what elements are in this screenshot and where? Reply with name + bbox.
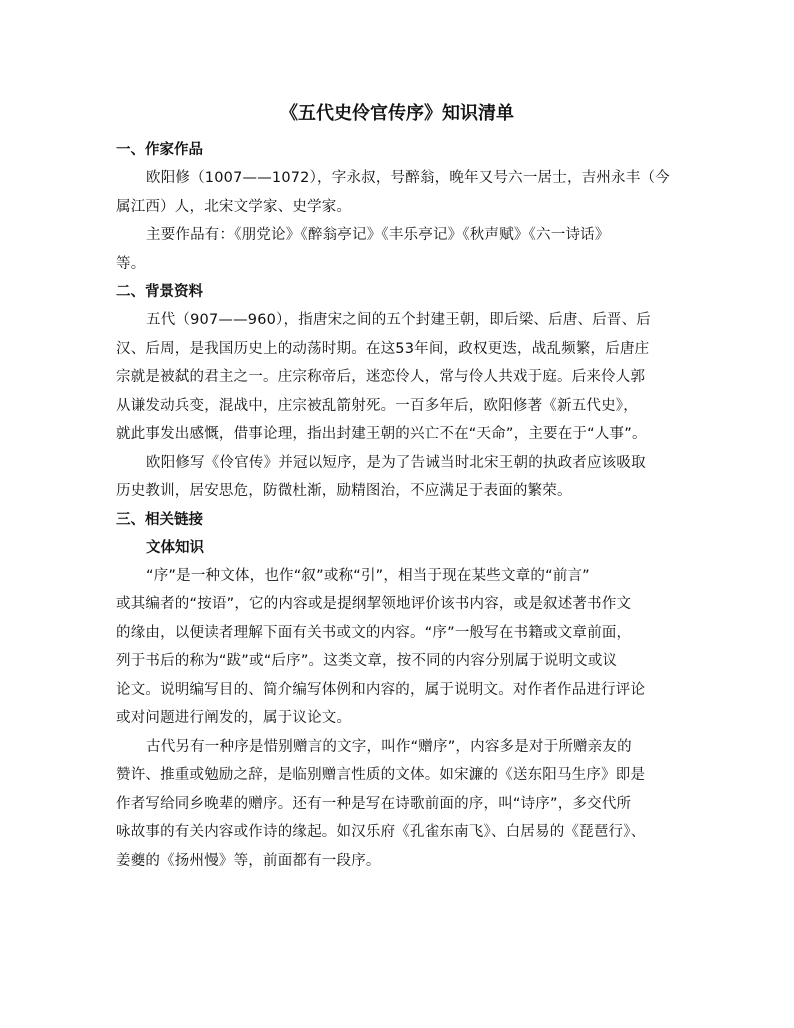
text-line: 的缘由，以便读者理解下面有关书或文的内容。“序”一般写在书籍或文章前面， (116, 624, 632, 641)
section-heading-author: 一、作家作品 (116, 141, 203, 158)
paragraph-author-bio (116, 164, 706, 221)
text-line: 咏故事的有关内容或作诗的缘起。如汉乐府《孔雀东南飞》、白居易的《琵琶行》、 (116, 824, 646, 840)
text-line: 欧阳修写《伶官传》并冠以短序，是为了告诫当时北宋王朝的执政者应该吸取 (146, 454, 646, 471)
text-line: 汉、后周，是我国历史上的动荡时期。在这53年间，政权更迭，战乱频繁，后唐庄 (116, 340, 650, 357)
text-line: 赞许、推重或勉励之辞，是临别赠言性质的文体。如宋濂的《送东阳马生序》即是 (116, 767, 646, 783)
text-line: 姜夔的《扬州慢》等，前面都有一段序。 (116, 852, 381, 869)
paragraph-farewell-preface (116, 733, 706, 876)
text-line: 论文。说明编写目的、简介编写体例和内容的，属于说明文。对作者作品进行评论 (116, 681, 646, 698)
text-line: 主要作品有：《朋党论》《醉翁亭记》《丰乐亭记》《秋声赋》《六一诗话》 (146, 227, 610, 243)
section-heading-related-links: 三、相关链接 (116, 510, 203, 528)
subheading-genre-knowledge: 文体知识 (146, 538, 204, 556)
paragraph-preface-genre (116, 562, 706, 733)
text-line: 历史教训，居安思危，防微杜渐，励精图治，不应满足于表面的繁荣。 (116, 483, 572, 499)
page-title: 《五代史伶官传序》知识清单 (280, 103, 514, 124)
text-line: 或对问题进行阐发的，属于议论文。 (116, 710, 352, 726)
paragraph-main-works (116, 221, 706, 278)
document-body (116, 136, 706, 875)
text-line: 五代（907——960），指唐宋之间的五个封建王朝，即后梁、后唐、后晋、后 (146, 312, 651, 328)
text-line: 列于书后的称为“跋”或“后序”。这类文章，按不同的内容分别属于说明文或议 (116, 653, 618, 669)
text-line: 属江西）人，北宋文学家、史学家。 (116, 198, 352, 215)
paragraph-five-dynasties (116, 306, 706, 449)
text-line: “序”是一种文体，也作“叙”或称“引”，相当于现在某些文章的“前言” (146, 567, 590, 584)
text-line: 或其编者的“按语”，它的内容或是提纲挈领地评价该书内容，或是叙述著书作文 (116, 596, 632, 612)
section-heading-background: 二、背景资料 (116, 283, 203, 300)
text-line: 古代另有一种序是惜别赠言的文字，叫作“赠序”，内容多是对于所赠亲友的 (146, 738, 632, 755)
text-line: 作者写给同乡晚辈的赠序。还有一种是写在诗歌前面的序，叫“诗序”，多交代所 (116, 795, 632, 812)
text-line: 从谦发动兵变，混战中，庄宗被乱箭射死。一百多年后，欧阳修著《新五代史》， (116, 397, 638, 414)
paragraph-writing-purpose (116, 449, 706, 506)
text-line: 等。 (116, 255, 146, 272)
text-line: 就此事发出感慨，借事论理，指出封建王朝的兴亡不在“天命”，主要在于“人事”。 (116, 426, 647, 442)
text-line: 宗就是被弑的君主之一。庄宗称帝后，迷恋伶人，常与伶人共戏于庭。后来伶人郭 (116, 369, 646, 385)
text-line: 欧阳修（1007——1072），字永叔，号醉翁，晚年又号六一居士，吉州永丰（今 (146, 170, 670, 186)
